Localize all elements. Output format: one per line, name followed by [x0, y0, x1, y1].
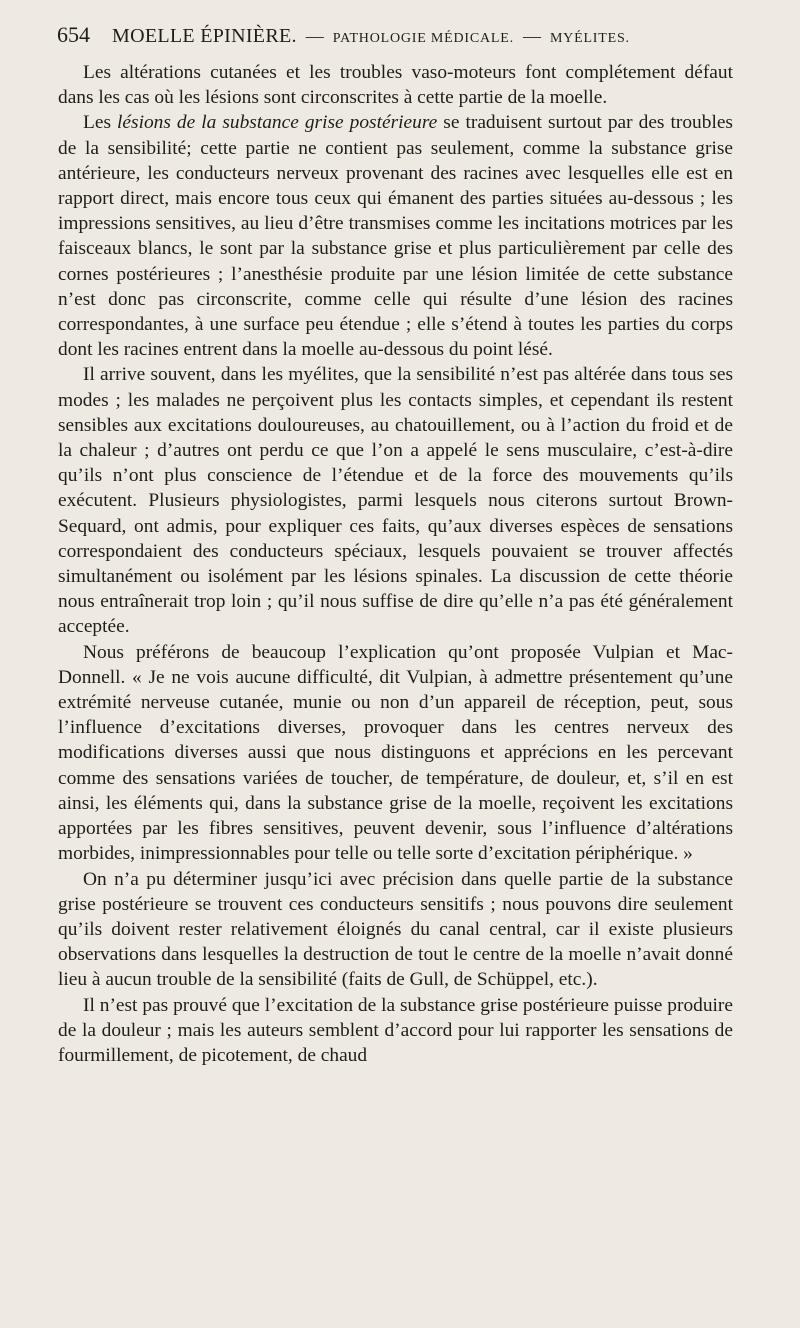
- header-dash-1: —: [305, 26, 324, 46]
- header-section-pathologie: PATHOLOGIE MÉDICALE.: [332, 31, 514, 46]
- page-number: 654: [57, 22, 90, 47]
- paragraph-3: Il arrive souvent, dans les myélites, que la sensibilité n’est pas altérée dans tous ses modes ; les malades ne perçoivent plus les contacts simples, et cependant ils restent sensibles aux excitations douloureuses, au chatouillement, ou à l’action du froid et de la chaleur ; d’autres ont perdu ce que l’on a appelé le sens musculaire, c’est-à-dire qu’ils n’ont plus conscience de l’étendue et de la force des mouvements qu’ils exécutent. Plusieurs physiologistes, parmi lesquels nous citerons surtout Brown-Sequard, ont admis, pour expliquer ces faits, qu’aux diverses espèces de sensations correspondaient des conducteurs spéciaux, lesquels pouvaient se trouver affectés simultanément ou isolément par les lésions spinales. La discussion de cette théorie nous entraînerait trop loin ; qu’il nous suffise de dire qu’elle n’a pas été généralement acceptée.: [58, 364, 733, 638]
- paragraph-2: [58, 110, 733, 362]
- paragraph-2-start: Les: [83, 112, 118, 134]
- emphasis-lesions-substance-grise: lésions de la substance grise postérieure: [117, 112, 438, 134]
- header-dash-2: —: [522, 26, 541, 46]
- running-title: MOELLE ÉPINIÈRE.: [112, 25, 297, 47]
- paragraph-4: Nous préférons de beaucoup l’explication qu’ont proposée Vulpian et Mac-Donnell. « Je ne vois aucune difficulté, dit Vulpian, à admettre présentement qu’une extrémité nerveuse cutanée, munie ou non d’un appareil de réception, peut, sous l’influence d’excitations diverses, provoquer dans les centres nerveux des modifications diverses aussi que nous distinguons et apprécions en les percevant comme des sensations variées de toucher, de température, de douleur, et, s’il en est ainsi, les éléments qui, dans la substance grise de la moelle, reçoivent les excitations apportées par les fibres sensitives, peuvent devenir, sous l’influence d’altérations morbides, inimpressionnables pour telle ou telle sorte d’excitation périphérique. »: [58, 641, 733, 865]
- header-section-myelites: MYÉLITES.: [549, 31, 630, 46]
- body-text: [58, 60, 733, 1068]
- paragraph-5: On n’a pu déterminer jusqu’ici avec précision dans quelle partie de la substance grise postérieure se trouvent ces conducteurs sensitifs ; nous pouvons dire seulement qu’ils doivent rester relativement éloignés du canal central, car il existe plusieurs observations dans lesquelles la destruction de tout le centre de la moelle n’avait donné lieu à aucun trouble de la sensibilité (faits de Gull, de Schüppel, etc.).: [58, 868, 733, 991]
- paragraph-1: Les altérations cutanées et les troubles vaso-moteurs font complétement défaut dans les cas où les lésions sont circonscrites à cette partie de la moelle.: [58, 62, 733, 109]
- paragraph-6: Il n’est pas prouvé que l’excitation de la substance grise postérieure puisse produire de la douleur ; mais les auteurs semblent d’accord pour lui rapporter les sensations de fourmillement, de picotement, de chaud: [58, 994, 733, 1066]
- running-header: [57, 22, 747, 52]
- paragraph-2-rest: se traduisent surtout par des troubles de la sensibilité; cette partie ne contient pas seulement, comme la substance grise antérieure, les conducteurs nerveux provenant des racines avec lesquelles elle est en rapport direct, mais encore tous ceux qui émanent des parties situées au-dessous ; les impressions sensitives, au lieu d’être transmises comme les incitations motrices par les faisceaux blancs, le sont par la substance grise et plus particulièrement par celle des cornes postérieures ; l’anesthésie produite par une lésion limitée de cette substance n’est donc pas circonscrite, comme celle qui résulte d’une lésion des racines correspondantes, à une surface peu étendue ; elle s’étend à toutes les parties du corps dont les racines entrent dans la moelle au-dessous du point lésé.: [58, 112, 733, 361]
